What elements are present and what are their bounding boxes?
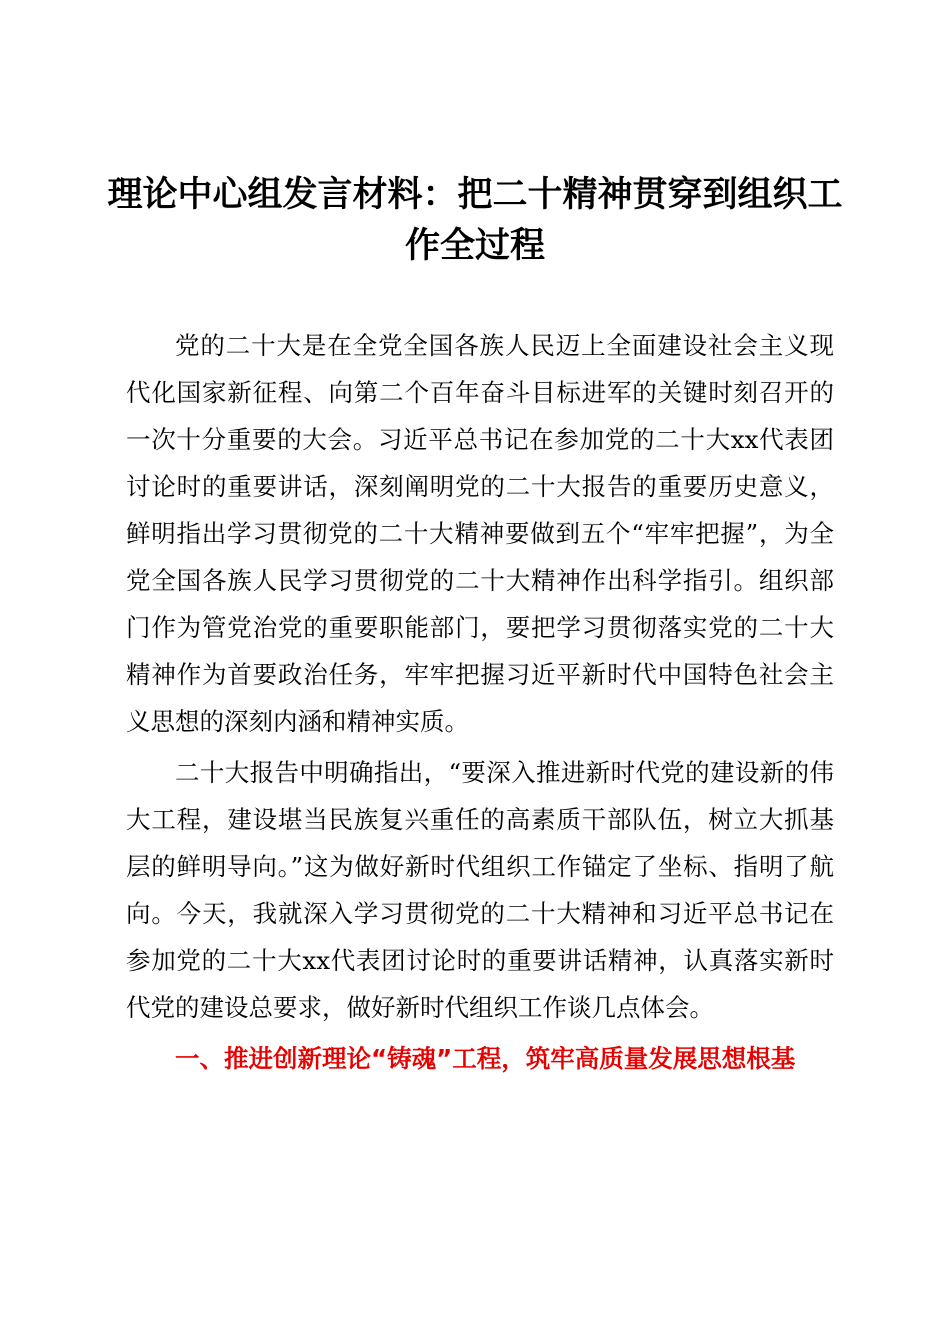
body-paragraph-2: 二十大报告中明确指出，“要深入推进新时代党的建设新的伟大工程，建设堪当民族复兴重任的高素质干部队伍，树立大抓基层的鲜明导向。”这为做好新时代组织工作锚定了坐标、指明了航向。今天，我就深入学习贯彻党的二十大精神和习近平总书记在参加党的二十大xx代表团讨论时的重要讲话精神，认真落实新时代党的建设总要求，做好新时代组织工作谈几点体会。 xyxy=(126,758,834,1022)
document-body xyxy=(126,322,834,1081)
section-heading: 一、推进创新理论“铸魂”工程，筑牢高质量发展思想根基 xyxy=(175,1044,796,1073)
body-paragraph-1: 党的二十大是在全党全国各族人民迈上全面建设社会主义现代化国家新征程、向第二个百年奋斗目标进军的关键时刻召开的一次十分重要的大会。习近平总书记在参加党的二十大xx代表团讨论时的重要讲话，深刻阐明党的二十大报告的重要历史意义，鲜明指出学习贯彻党的二十大精神要做到五个“牢牢把握”，为全党全国各族人民学习贯彻党的二十大精神作出科学指引。组织部门作为管党治党的重要职能部门，要把学习贯彻落实党的二十大精神作为首要政治任务，牢牢把握习近平新时代中国特色社会主义思想的深刻内涵和精神实质。 xyxy=(126,331,834,736)
document-title: 理论中心组发言材料：把二十精神贯穿到组织工作全过程 xyxy=(107,175,843,266)
